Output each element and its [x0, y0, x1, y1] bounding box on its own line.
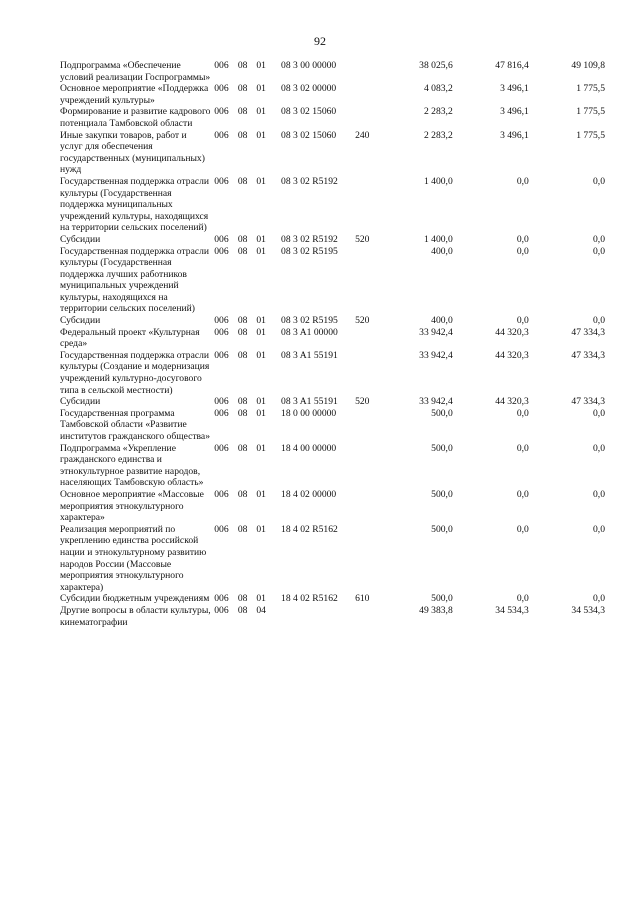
row-ministry-code: 006	[214, 83, 229, 95]
row-expense-type	[355, 489, 380, 524]
row-section-code: 08	[237, 604, 248, 616]
row-target-article: 08 3 02 15060	[281, 129, 337, 141]
row-expense-type	[355, 106, 380, 129]
row-value-year-1: 4 083,2	[423, 83, 453, 95]
row-value-year-1: 33 942,4	[419, 396, 453, 408]
row-expense-type: 520	[355, 396, 370, 408]
table-row	[60, 408, 605, 443]
row-value-year-1: 400,0	[431, 245, 453, 257]
row-name: Подпрограмма «Укрепление гражданского единства и этнокультурное развитие народов, населяющих Тамбовскую область»	[60, 442, 204, 489]
row-name: Федеральный проект «Культурная среда»	[60, 326, 200, 350]
row-value-year-1: 2 283,2	[423, 106, 453, 118]
row-name: Субсидии	[60, 233, 101, 245]
row-subsection-code: 01	[256, 315, 266, 327]
row-value-year-2: 3 496,1	[500, 129, 529, 141]
row-value-year-2: 34 534,3	[495, 604, 529, 616]
row-value-year-3: 0,0	[593, 245, 605, 257]
row-target-article: 08 3 02 15060	[281, 106, 337, 118]
row-ministry-code: 006	[214, 60, 229, 71]
row-ministry-code: 006	[214, 315, 229, 327]
table-row	[60, 524, 605, 594]
row-target-article: 18 4 02 R5162	[281, 523, 338, 535]
table-row	[60, 396, 605, 408]
row-value-year-3: 1 775,5	[576, 106, 605, 118]
row-subsection-code: 01	[256, 407, 266, 419]
row-subsection-code: 01	[256, 83, 266, 95]
row-ministry-code: 006	[214, 407, 229, 419]
row-value-year-3: 0,0	[593, 233, 605, 245]
row-target-article: 18 0 00 00000	[281, 407, 337, 419]
row-expense-type	[355, 408, 380, 443]
row-section-code: 08	[237, 233, 248, 245]
table-row	[60, 327, 605, 350]
row-target-article: 08 3 02 R5195	[281, 245, 338, 257]
row-value-year-3: 49 109,8	[571, 60, 605, 71]
row-value-year-2: 3 496,1	[500, 83, 529, 95]
row-target-article: 18 4 02 00000	[281, 488, 337, 500]
table-row	[60, 246, 605, 316]
row-target-article	[281, 605, 355, 628]
row-ministry-code: 006	[214, 396, 229, 408]
row-value-year-3: 34 534,3	[571, 604, 605, 616]
table-row	[60, 176, 605, 234]
table-row	[60, 234, 605, 246]
table-row	[60, 60, 605, 83]
row-section-code: 08	[237, 129, 248, 141]
row-section-code: 08	[237, 326, 248, 338]
row-value-year-2: 0,0	[516, 593, 529, 605]
row-name: Субсидии бюджетным учреждениям	[60, 593, 210, 605]
row-target-article: 18 4 00 00000	[281, 442, 337, 454]
budget-table-body	[60, 60, 605, 628]
row-value-year-2: 3 496,1	[500, 106, 529, 118]
row-name: Основное мероприятие «Массовые мероприятия этнокультурного характера»	[60, 488, 204, 524]
row-value-year-2: 44 320,3	[495, 326, 529, 338]
table-row	[60, 350, 605, 396]
row-value-year-1: 400,0	[431, 315, 453, 327]
row-subsection-code: 01	[256, 349, 266, 361]
row-section-code: 08	[237, 396, 248, 408]
row-subsection-code: 04	[256, 604, 266, 616]
row-value-year-2: 44 320,3	[495, 349, 529, 361]
row-value-year-3: 0,0	[593, 523, 605, 535]
table-row	[60, 83, 605, 106]
row-ministry-code: 006	[214, 523, 229, 535]
row-value-year-3: 1 775,5	[576, 83, 605, 95]
row-ministry-code: 006	[214, 442, 229, 454]
table-row	[60, 489, 605, 524]
row-section-code: 08	[237, 523, 248, 535]
row-section-code: 08	[237, 315, 248, 327]
row-expense-type: 240	[355, 129, 370, 141]
row-expense-type: 520	[355, 315, 370, 327]
row-subsection-code: 01	[256, 245, 266, 257]
row-value-year-1: 1 400,0	[423, 175, 453, 187]
row-ministry-code: 006	[214, 129, 229, 141]
row-value-year-3: 1 775,5	[576, 129, 605, 141]
row-ministry-code: 006	[214, 488, 229, 500]
row-section-code: 08	[237, 175, 248, 187]
row-value-year-1: 38 025,6	[419, 60, 453, 71]
row-name: Субсидии	[60, 315, 101, 327]
budget-table	[60, 60, 605, 628]
row-name: Подпрограмма «Обеспечение условий реализации Госпрограммы»	[60, 60, 211, 83]
row-subsection-code: 01	[256, 106, 266, 118]
row-name: Основное мероприятие «Поддержка учреждений культуры»	[60, 83, 209, 106]
row-expense-type	[355, 350, 380, 396]
row-expense-type	[355, 524, 380, 594]
row-expense-type	[355, 327, 380, 350]
row-name: Государственная программа Тамбовской области «Развитие институтов гражданского общества»	[60, 407, 210, 442]
row-ministry-code: 006	[214, 175, 229, 187]
row-subsection-code: 01	[256, 175, 266, 187]
row-target-article: 08 3 A1 55191	[281, 396, 338, 408]
row-name: Субсидии	[60, 396, 101, 408]
row-subsection-code: 01	[256, 442, 266, 454]
row-subsection-code: 01	[256, 593, 266, 605]
row-value-year-1: 500,0	[431, 442, 453, 454]
row-value-year-3: 0,0	[593, 593, 605, 605]
page-number: 92	[314, 34, 326, 48]
row-value-year-3: 0,0	[593, 442, 605, 454]
row-value-year-2: 0,0	[516, 233, 529, 245]
table-row	[60, 315, 605, 327]
row-target-article: 08 3 02 R5192	[281, 175, 338, 187]
row-subsection-code: 01	[256, 523, 266, 535]
row-value-year-1: 1 400,0	[423, 233, 453, 245]
row-expense-type	[355, 246, 380, 316]
row-ministry-code: 006	[214, 593, 229, 605]
budget-table-container	[60, 60, 605, 628]
row-target-article: 08 3 02 00000	[281, 83, 337, 95]
table-row	[60, 443, 605, 489]
row-ministry-code: 006	[214, 106, 229, 118]
row-target-article: 08 3 00 00000	[281, 60, 337, 71]
row-expense-type	[355, 443, 380, 489]
row-expense-type: 520	[355, 233, 370, 245]
row-ministry-code: 006	[214, 245, 229, 257]
row-value-year-2: 0,0	[516, 523, 529, 535]
row-target-article: 08 3 A1 00000	[281, 326, 338, 338]
row-ministry-code: 006	[214, 326, 229, 338]
table-row	[60, 130, 605, 176]
row-expense-type	[355, 60, 380, 83]
row-section-code: 08	[237, 407, 248, 419]
row-ministry-code: 006	[214, 349, 229, 361]
table-row	[60, 593, 605, 605]
row-ministry-code: 006	[214, 233, 229, 245]
row-subsection-code: 01	[256, 129, 266, 141]
row-value-year-2: 0,0	[516, 442, 529, 454]
row-expense-type: 610	[355, 593, 370, 605]
row-name: Реализация мероприятий по укреплению единства российской нации и этнокультурному развитию народов России (Массовые мероприятия этнокультурного характера)	[60, 523, 207, 593]
row-value-year-1: 33 942,4	[419, 349, 453, 361]
row-subsection-code: 01	[256, 326, 266, 338]
row-subsection-code: 01	[256, 60, 266, 71]
row-value-year-1: 33 942,4	[419, 326, 453, 338]
row-value-year-2: 0,0	[516, 407, 529, 419]
row-value-year-2: 0,0	[516, 488, 529, 500]
row-value-year-1: 500,0	[431, 407, 453, 419]
row-target-article: 08 3 02 R5195	[281, 315, 338, 327]
row-value-year-3: 0,0	[593, 407, 605, 419]
row-value-year-3: 0,0	[593, 175, 605, 187]
row-target-article: 08 3 02 R5192	[281, 233, 338, 245]
row-subsection-code: 01	[256, 233, 266, 245]
row-value-year-3: 47 334,3	[571, 396, 605, 408]
row-section-code: 08	[237, 106, 248, 118]
row-value-year-3: 0,0	[593, 488, 605, 500]
row-section-code: 08	[237, 83, 248, 95]
row-expense-type	[355, 605, 380, 628]
row-value-year-1: 49 383,8	[419, 604, 453, 616]
row-section-code: 08	[237, 593, 248, 605]
row-value-year-2: 0,0	[516, 245, 529, 257]
row-value-year-3: 47 334,3	[571, 349, 605, 361]
row-name: Другие вопросы в области культуры, кинематографии	[60, 604, 211, 628]
row-section-code: 08	[237, 349, 248, 361]
table-row	[60, 106, 605, 129]
row-ministry-code: 006	[214, 604, 229, 616]
row-value-year-1: 500,0	[431, 488, 453, 500]
row-value-year-3: 47 334,3	[571, 326, 605, 338]
row-section-code: 08	[237, 245, 248, 257]
row-subsection-code: 01	[256, 488, 266, 500]
row-target-article: 08 3 A1 55191	[281, 349, 338, 361]
row-section-code: 08	[237, 488, 248, 500]
row-value-year-1: 2 283,2	[423, 129, 453, 141]
row-value-year-2: 47 816,4	[495, 60, 529, 71]
row-subsection-code: 01	[256, 396, 266, 408]
row-value-year-1: 500,0	[431, 523, 453, 535]
row-value-year-3: 0,0	[593, 315, 605, 327]
row-name: Государственная поддержка отрасли культуры (Создание и модернизация учреждений культурно-досугового типа в сельской местности)	[60, 349, 210, 396]
row-name: Государственная поддержка отрасли культуры (Государственная поддержка лучших работников муниципальных учреждений культуры, находящихся на территории сельских поселений)	[60, 245, 210, 315]
row-target-article: 18 4 02 R5162	[281, 593, 338, 605]
row-expense-type	[355, 83, 380, 106]
row-expense-type	[355, 176, 380, 234]
row-name: Формирование и развитие кадрового потенциала Тамбовской области	[60, 106, 211, 129]
row-value-year-2: 44 320,3	[495, 396, 529, 408]
row-section-code: 08	[237, 60, 248, 71]
row-value-year-2: 0,0	[516, 175, 529, 187]
row-value-year-2: 0,0	[516, 315, 529, 327]
row-name: Иные закупки товаров, работ и услуг для обеспечения государственных (муниципальных) нужд	[60, 129, 205, 176]
row-section-code: 08	[237, 442, 248, 454]
row-value-year-1: 500,0	[431, 593, 453, 605]
row-name: Государственная поддержка отрасли культуры (Государственная поддержка муниципальных учреждений культуры, находящихся на территории сельских поселений)	[60, 175, 210, 234]
table-row	[60, 605, 605, 628]
